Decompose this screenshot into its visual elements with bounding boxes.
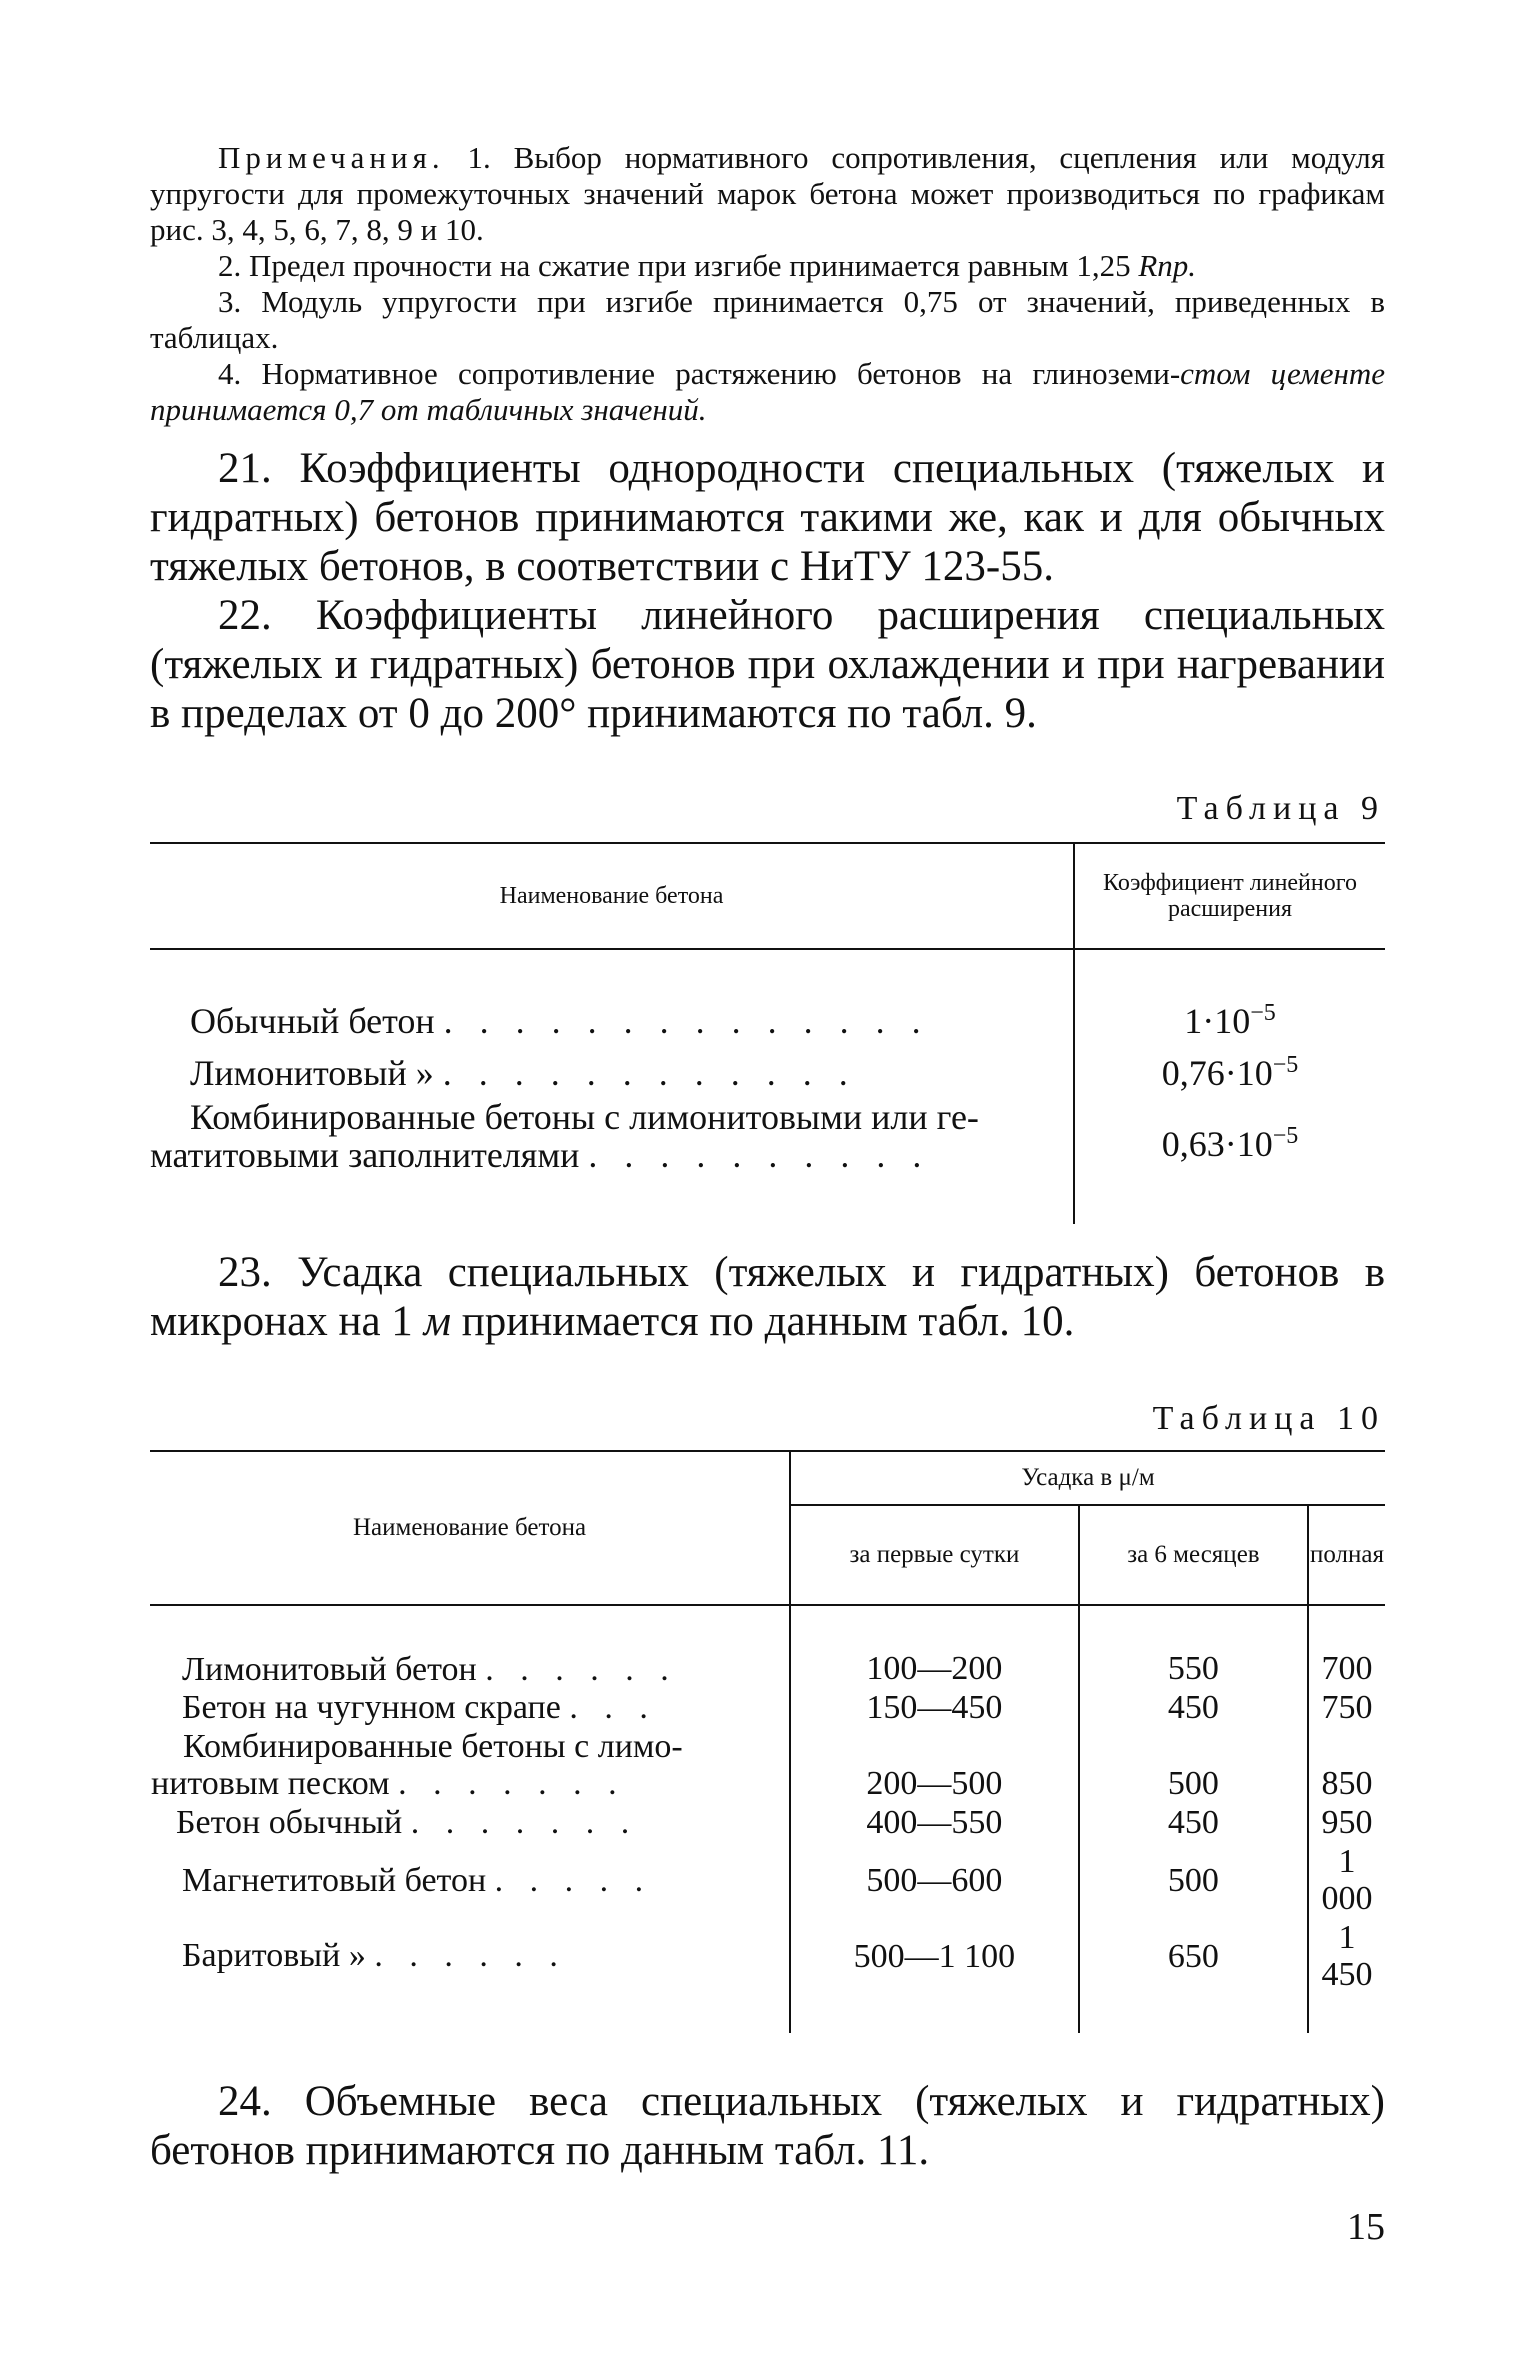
table-10-row-name: Бетон обычный . . . . . . .: [176, 1804, 639, 1841]
notes-heading: Примечания.: [218, 140, 445, 175]
table-row: [150, 1042, 1385, 1094]
table-row: [150, 1842, 1385, 1918]
note-4-italic: стом цементе принимается 0,7 от табличных значений.: [150, 356, 1385, 427]
table-10-cell-first: 200—500: [790, 1727, 1079, 1803]
table-9-header: [150, 843, 1385, 949]
unit-m: м: [423, 1298, 452, 1345]
table-9-col-name: Наименование бетона: [499, 883, 724, 909]
table-row: [150, 949, 1385, 1042]
paragraphs-21-22: [150, 444, 1385, 738]
table-9-caption: Таблица 9: [1176, 790, 1385, 827]
table-10-row-name: Комбинированные бетоны с лимо- нитовым песком . . . . . . .: [151, 1728, 683, 1802]
table-10-col-name: Наименование бетона: [150, 1451, 790, 1605]
table-10-col-full: полная: [1308, 1505, 1385, 1605]
notes-block: [150, 140, 1385, 428]
table-9-row-1-name: Обычный бетон . . . . . . . . . . . . . .: [190, 1001, 930, 1041]
table-10-cell-first: 500—600: [790, 1842, 1079, 1918]
table-10-col-six: за 6 месяцев: [1079, 1505, 1308, 1605]
table-10-cell-full: 1 000: [1308, 1842, 1385, 1918]
table-9-row-2-value: $0,76\cdot 10^{-5}$: [1074, 1042, 1385, 1094]
table-10-cell-six: 500: [1079, 1842, 1308, 1918]
table-10-cell-full: 700: [1308, 1605, 1385, 1688]
table-10-cell-six: 450: [1079, 1803, 1308, 1842]
table-row: [150, 1803, 1385, 1842]
table-10-cell-full: 1 450: [1308, 1918, 1385, 2033]
table-row: [150, 1094, 1385, 1224]
note-1-text: 1. Выбор нормативного сопротивления, сцепления или модуля упругости для промежуточных значений марок бетона может производиться по графикам рис. 3, 4, 5, 6, 7, 8, 9 и 10.: [150, 140, 1386, 247]
table-10-cell-six: 650: [1079, 1918, 1308, 2033]
note-1: [150, 140, 1385, 248]
table-10-cell-six: 450: [1079, 1688, 1308, 1727]
table-10-header-row-1: [150, 1451, 1385, 1505]
table-10-caption: Таблица 10: [1152, 1400, 1385, 1437]
table-10-cell-six: 500: [1079, 1727, 1308, 1803]
table-10-cell-first: 400—550: [790, 1803, 1079, 1842]
table-9-row-3-name: Комбинированные бетоны с лимонитовыми или ге- матитовыми заполнителями . . . . . . . . . .: [150, 1097, 979, 1175]
page-number: 15: [1347, 2206, 1385, 2248]
table-row: [150, 1918, 1385, 2033]
note-2-symbol: Rпр.: [1138, 248, 1197, 283]
table-row: [150, 1605, 1385, 1688]
paragraph-23: 23. Усадка специальных (тяжелых и гидратных) бетонов в микронах на 1 м принимается по данным табл. 10.: [150, 1249, 1385, 1345]
table-9-row-3-value: $0,63\cdot 10^{-5}$: [1074, 1094, 1385, 1224]
table-9-col-coef: Коэффициент линейного расширения: [1074, 843, 1385, 949]
paragraph-21: 21. Коэффициенты однородности специальных (тяжелых и гидратных) бетонов принимаются такими же, как и для обычных тяжелых бетонов, в соответствии с НиТУ 123-55.: [150, 445, 1385, 590]
note-4: [150, 356, 1385, 428]
paragraph-22: 22. Коэффициенты линейного расширения специальных (тяжелых и гидратных) бетонов при охлаждении и при нагревании в пределах от 0 до 200° принимаются по табл. 9.: [150, 592, 1385, 737]
paragraph-23-block: [150, 1248, 1385, 1346]
table-9: [150, 842, 1385, 1224]
table-10-cell-first: 150—450: [790, 1688, 1079, 1727]
paragraph-24: 24. Объемные веса специальных (тяжелых и гидратных) бетонов принимаются по данным табл. 11.: [150, 2078, 1385, 2174]
table-10-cell-first: 100—200: [790, 1605, 1079, 1688]
table-10: [150, 1450, 1385, 2033]
table-10-row-name: Баритовый » . . . . . .: [182, 1937, 567, 1974]
note-2: [150, 248, 1385, 284]
table-10-row-name: Лимонитовый бетон . . . . . .: [182, 1650, 678, 1688]
table-10-cell-full: 750: [1308, 1688, 1385, 1727]
table-10-row-name: Магнетитовый бетон . . . . .: [182, 1861, 653, 1899]
table-9-row-2-name: Лимонитовый » . . . . . . . . . . . .: [190, 1053, 857, 1093]
table-10-row-name: Бетон на чугунном скрапе . . .: [182, 1689, 657, 1726]
page-content: [150, 140, 1385, 2249]
note-4-text: 4. Нормативное сопротивление растяжению бетонов на глиноземи-: [218, 356, 1181, 391]
table-row: [150, 1688, 1385, 1727]
note-2-text: 2. Предел прочности на сжатие при изгибе принимается равным 1,25: [218, 248, 1131, 283]
table-10-cell-first: 500—1 100: [790, 1918, 1079, 2033]
table-10-cell-full: 950: [1308, 1803, 1385, 1842]
paragraph-24-block: [150, 2077, 1385, 2175]
table-9-row-1-value: $1\cdot 10^{-5}$: [1074, 949, 1385, 1042]
table-10-col-group: Усадка в μ/м: [790, 1451, 1385, 1505]
table-10-col-first: за первые сутки: [790, 1505, 1079, 1605]
table-row: [150, 1727, 1385, 1803]
table-10-cell-six: 550: [1079, 1605, 1308, 1688]
table-10-cell-full: 850: [1308, 1727, 1385, 1803]
note-3: 3. Модуль упругости при изгибе принимается 0,75 от значений, приведенных в таблицах.: [150, 284, 1385, 355]
